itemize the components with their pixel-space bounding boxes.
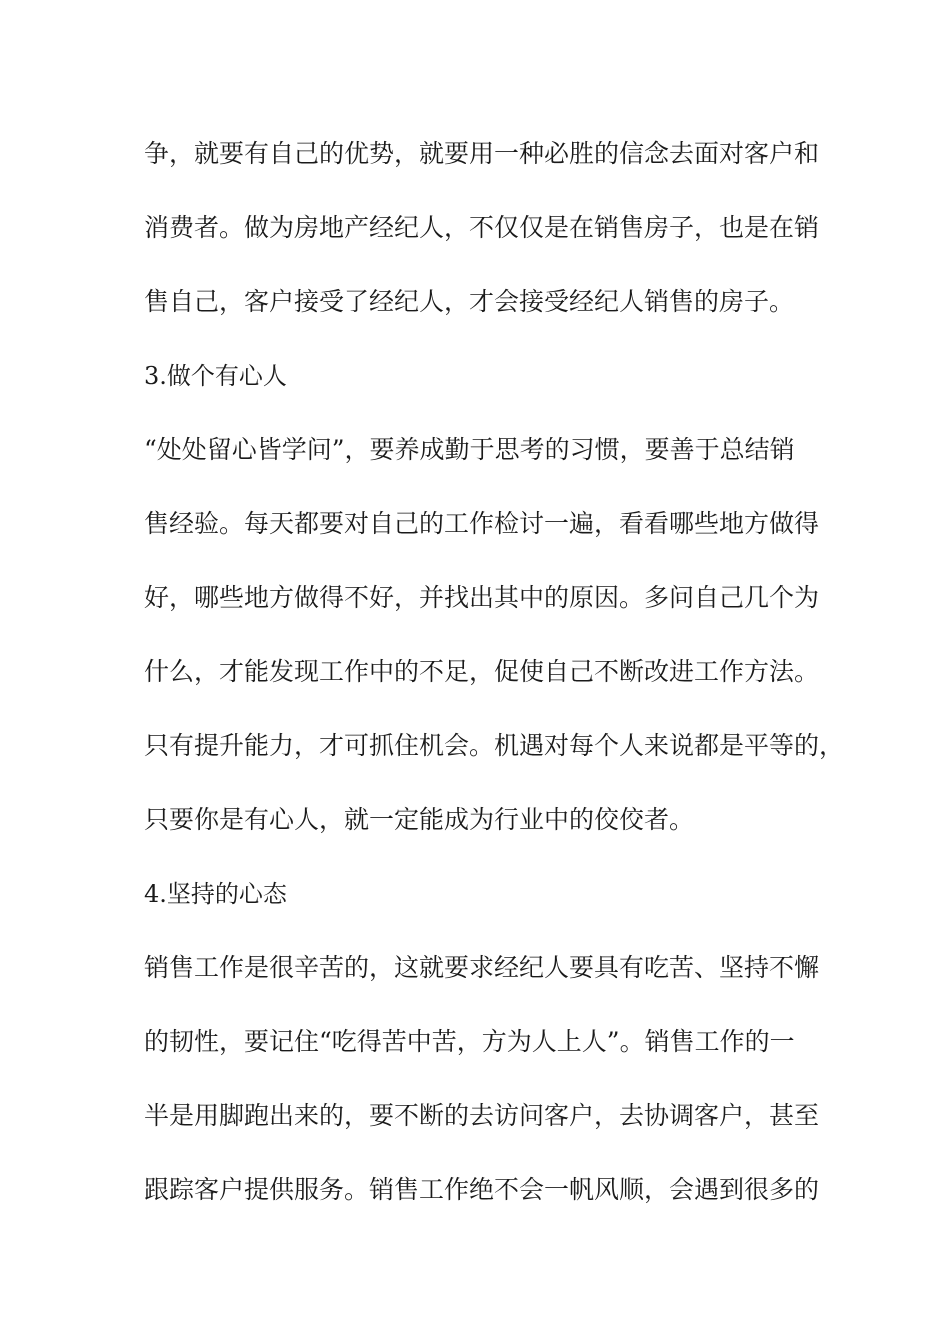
paragraph-line: 争，就要有自己的优势，就要用一种必胜的信念去面对客户和 bbox=[144, 139, 820, 168]
paragraph-line: 的韧性，要记住“吃得苦中苦，方为人上人”。销售工作的一 bbox=[144, 1027, 795, 1056]
paragraph-line: 什么，才能发现工作中的不足，促使自己不断改进工作方法。 bbox=[144, 657, 820, 686]
paragraph-line: “处处留心皆学问”，要养成勤于思考的习惯，要善于总结销 bbox=[144, 435, 795, 464]
paragraph-line: 好，哪些地方做得不好，并找出其中的原因。多问自己几个为 bbox=[144, 583, 820, 612]
paragraph-line: 半是用脚跑出来的，要不断的去访问客户，去协调客户，甚至 bbox=[144, 1101, 820, 1130]
paragraph-line: 销售工作是很辛苦的，这就要求经纪人要具有吃苦、坚持不懈 bbox=[144, 953, 820, 982]
section-heading: 4.坚持的心态 bbox=[144, 880, 287, 908]
paragraph-line: 售经验。每天都要对自己的工作检讨一遍，看看哪些地方做得 bbox=[144, 509, 820, 538]
paragraph-line: 只要你是有心人，就一定能成为行业中的佼佼者。 bbox=[144, 805, 695, 834]
paragraph-line: 只有提升能力，才可抓住机会。机遇对每个人来说都是平等的， bbox=[144, 731, 845, 760]
section-heading: 3.做个有心人 bbox=[144, 362, 287, 390]
paragraph-line: 售自己，客户接受了经纪人，才会接受经纪人销售的房子。 bbox=[144, 287, 795, 316]
paragraph-line: 跟踪客户提供服务。销售工作绝不会一帆风顺，会遇到很多的 bbox=[144, 1175, 820, 1204]
paragraph-line: 消费者。做为房地产经纪人，不仅仅是在销售房子，也是在销 bbox=[144, 213, 820, 242]
